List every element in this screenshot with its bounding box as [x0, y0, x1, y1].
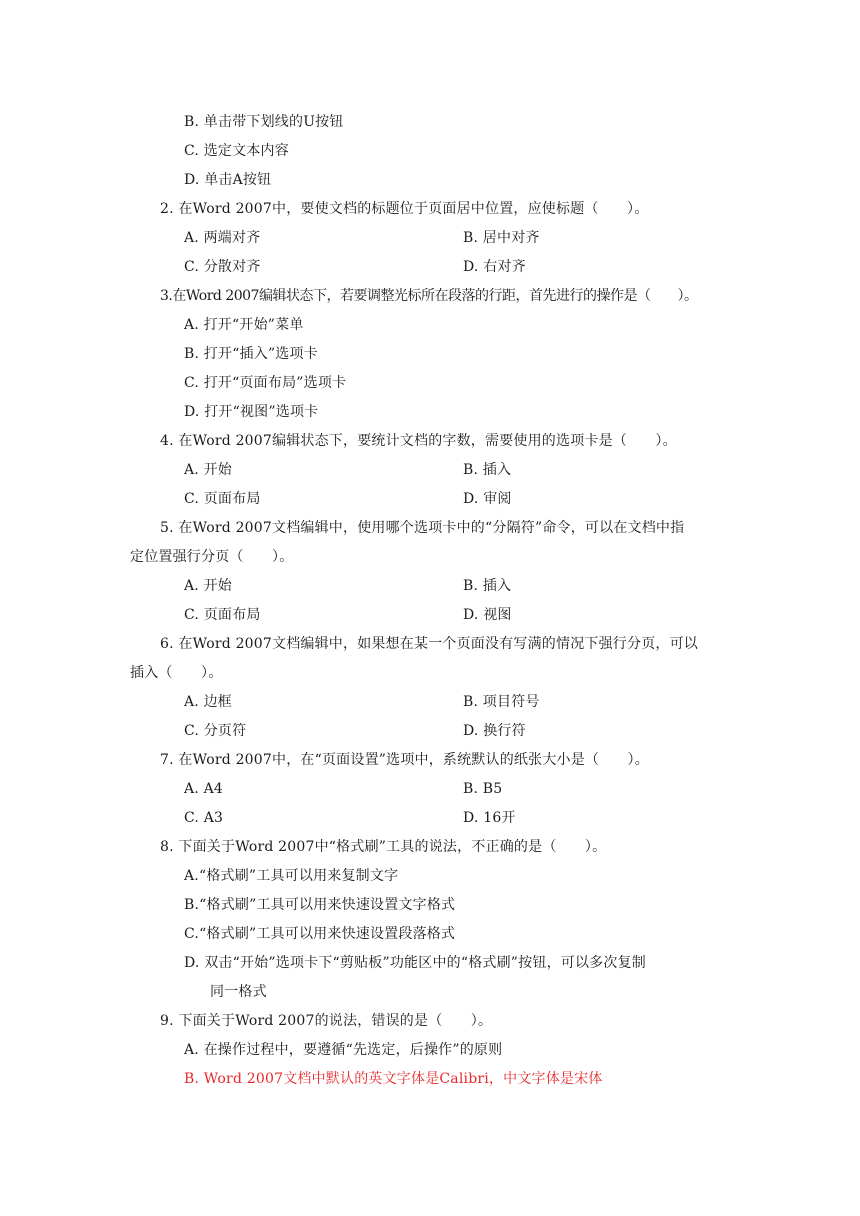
- q5-stem-line-2: 定位置强行分页（ ）。: [130, 549, 294, 565]
- q5-option-d: D. 视图: [463, 607, 512, 623]
- q3-option-a: A. 打开“开始”菜单: [184, 317, 304, 333]
- q3-option-c: C. 打开“页面布局”选项卡: [184, 375, 347, 391]
- q4-option-c: C. 页面布局: [184, 491, 261, 507]
- q5-option-a: A. 开始: [184, 578, 233, 594]
- q8-option-b: B.“格式刷”工具可以用来快速设置文字格式: [184, 897, 456, 913]
- q8-option-c: C.“格式刷”工具可以用来快速设置段落格式: [184, 926, 456, 942]
- q1-option-b: B. 单击带下划线的U按钮: [184, 114, 344, 130]
- q6-option-d: D. 换行符: [463, 723, 526, 739]
- q8-option-d-line-2: 同一格式: [210, 984, 267, 1000]
- q8-option-a: A.“格式刷”工具可以用来复制文字: [184, 868, 399, 884]
- q5-stem-line-1: 5. 在Word 2007文档编辑中，使用哪个选项卡中的“分隔符”命令，可以在文档中指: [160, 520, 685, 536]
- q7-option-d: D. 16开: [463, 810, 516, 826]
- q7-option-c: C. A3: [184, 810, 224, 826]
- q4-stem: 4. 在Word 2007编辑状态下，要统计文档的字数，需要使用的选项卡是（ ）。: [160, 433, 677, 449]
- q6-stem-line-1: 6. 在Word 2007文档编辑中，如果想在某一个页面没有写满的情况下强行分页，可以: [160, 636, 699, 652]
- q7-option-b: B. B5: [463, 781, 503, 797]
- q5-option-c: C. 页面布局: [184, 607, 261, 623]
- q4-option-b: B. 插入: [463, 462, 512, 478]
- q7-stem: 7. 在Word 2007中，在“页面设置”选项中，系统默认的纸张大小是（ ）。: [160, 752, 649, 768]
- q6-option-b: B. 项目符号: [463, 694, 540, 710]
- q2-option-b: B. 居中对齐: [463, 230, 540, 246]
- q8-option-d-line-1: D. 双击“开始”选项卡下“剪贴板”功能区中的“格式刷”按钮，可以多次复制: [184, 955, 646, 971]
- q9-option-b-answer: B. Word 2007文档中默认的英文字体是Calibri，中文字体是宋体: [184, 1071, 603, 1087]
- q8-stem: 8. 下面关于Word 2007中“格式刷”工具的说法，不正确的是（ ）。: [160, 839, 607, 855]
- q2-option-c: C. 分散对齐: [184, 259, 261, 275]
- q6-option-c: C. 分页符: [184, 723, 247, 739]
- q3-stem: 3.在Word 2007编辑状态下，若要调整光标所在段落的行距，首先进行的操作是（ ）。: [160, 288, 698, 304]
- q5-option-b: B. 插入: [463, 578, 512, 594]
- q2-option-a: A. 两端对齐: [184, 230, 261, 246]
- q6-stem-line-2: 插入（ ）。: [130, 665, 223, 681]
- q2-stem: 2. 在Word 2007中，要使文档的标题位于页面居中位置，应使标题（ ）。: [160, 201, 649, 217]
- q4-option-d: D. 审阅: [463, 491, 512, 507]
- q3-option-b: B. 打开“插入”选项卡: [184, 346, 318, 362]
- q1-option-c: C. 选定文本内容: [184, 143, 289, 159]
- q3-option-d: D. 打开“视图”选项卡: [184, 404, 319, 420]
- q1-option-d: D. 单击A按钮: [184, 172, 272, 188]
- q2-option-d: D. 右对齐: [463, 259, 526, 275]
- q9-option-a: A. 在操作过程中，要遵循“先选定，后操作”的原则: [184, 1042, 503, 1058]
- q7-option-a: A. A4: [184, 781, 224, 797]
- q4-option-a: A. 开始: [184, 462, 233, 478]
- q9-stem: 9. 下面关于Word 2007的说法，错误的是（ ）。: [160, 1013, 493, 1029]
- q6-option-a: A. 边框: [184, 694, 233, 710]
